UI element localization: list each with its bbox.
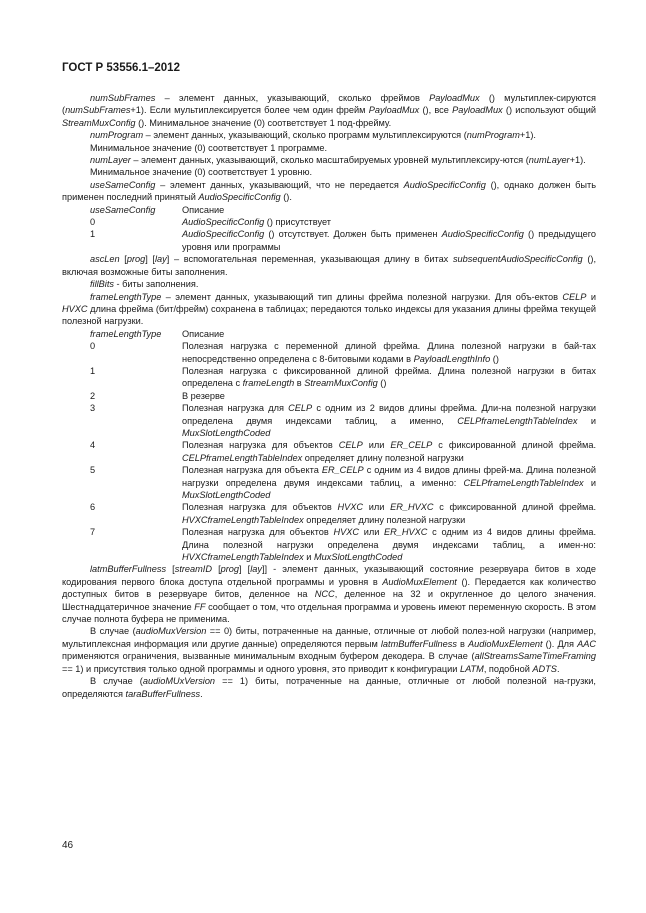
table-cell-description: Полезная нагрузка для объектов CELP или ER_CELP с фиксированной длиной фрейма. CELPframeLengthTableIndex определяет длину полезной нагрузки [182,440,597,463]
table-row [62,216,596,228]
table-row [62,526,596,563]
table-cell-description: Полезная нагрузка с фиксированной длиной фрейма. Длина полезной нагрузки в битах определена с frameLength в StreamMuxConfig () [182,365,596,389]
table-cell-key: 1 [90,229,96,240]
table-cell-key: 6 [90,502,96,513]
paragraph-asc-len: ascLen [prog] [lay] – вспомогательная переменная, указывающая длину в битах subsequentAudioSpecificConfig (), включая возможные биты заполнения. [62,254,596,277]
document-body [62,92,596,700]
table-cell-key: 4 [90,440,96,451]
frame-length-type-table [62,328,596,564]
paragraph-num-program: numProgram – элемент данных, указывающий, сколько программ мультиплексируются (numProgram+1). [90,130,536,141]
table-cell-description: В резерве [182,390,225,401]
paragraph-latm-buffer-fullness: latmBufferFullness [streamID [prog] [lay]] - элемент данных, указывающий состояние резервуара битов в ходе кодирования первого блока доступа отдельной программы и уровня в AudioMuxElement (). Передается как количество доступных битов в резервуаре битов, деленное на NCC, деленное на 32 и округленное до целого значения. Шестнадцатеричное значение FF сообщает о том, что отдельная программа и уровень имеют переменную скорость. В этом случае полнота буфера не применима. [62,564,597,625]
paragraph-use-same-config: useSameConfig – элемент данных, указывающий, что не передается AudioSpecificConfig (), однако должен быть применен последний принятый AudioSpecificConfig (). [62,179,596,203]
table-header [62,204,596,216]
table-row [62,464,596,501]
use-same-config-table [62,204,596,254]
paragraph-min-layer: Минимальное значение (0) соответствует 1 уровню. [90,167,313,178]
table-row [62,501,596,526]
paragraph-frame-length-type: frameLengthType – элемент данных, указывающий тип длины фрейма полезной нагрузки. Для объ-ектов CELP и HVXC длина фрейма (бит/фрейм) сохранена в таблицах; передаются только индексы для указания длины фрейма текущей полезной нагрузки. [62,291,596,327]
table-header [62,328,596,340]
table-cell-key: 2 [90,390,96,401]
paragraph-fill-bits: fillBits - биты заполнения. [90,279,199,290]
table-cell-description: Полезная нагрузка для объектов HVXC или ER_HVXC с одним из 4 видов длины фрейма. Длина полезной нагрузки определена двумя индексами таблиц, а имен-но: HVXCframeLengthTableIndex и MuxSlotLengthCoded [182,527,596,563]
paragraph-num-sub-frames: numSubFrames – элемент данных, указывающий, сколько фреймов PayloadMux () мультиплек-сируются (numSubFrames+1). Если мультиплексируется более чем один фрейм PayloadMux (), все PayloadMux () используют общий StreamMuxConfig (). Минимальное значение (0) соответствует 1 под-фрейму. [62,93,596,128]
table-row [62,439,596,464]
table-row [62,340,596,365]
paragraph-min-program: Минимальное значение (0) соответствует 1 программе. [90,142,328,153]
table-header-key: frameLengthType [90,328,162,339]
table-header-description: Описание [182,204,225,215]
paragraph-audio-mux-version-0: В случае (audioMuxVersion == 0) биты, потраченные на данные, отличные от любой полез-ной нагрузки (например, мультиплексная информация или другие данные) определяются первым latmBufferFullness в AudioMuxElement (). Для AAC применяются ограничения, вызванные минимальным входным буфером декодера. В случае (allStreamsSameTimeFraming == 1) и присутствия только одной программы и одного уровня, это приводит к конфигурации LATM, подобной ADTS. [62,626,597,674]
table-cell-key: 7 [90,527,96,538]
table-cell-key: 0 [90,217,96,228]
page-number: 46 [62,840,74,851]
table-cell-key: 1 [90,365,96,376]
table-row [62,390,596,402]
table-cell-description: AudioSpecificConfig () отсутствует. Должен быть применен AudioSpecificConfig () предыдущего уровня или программы [182,229,596,252]
document-header: ГОСТ Р 53556.1–2012 [62,62,180,74]
table-cell-description: Полезная нагрузка для объектов HVXC или ER_HVXC с фиксированной длиной фрейма. HVXCframeLengthTableIndex определяет длину полезной нагрузки [182,502,597,525]
table-cell-key: 5 [90,465,96,476]
table-row [62,228,596,253]
table-row [62,365,596,390]
table-cell-description: AudioSpecificConfig () присутствует [182,217,331,228]
table-cell-key: 0 [90,341,96,352]
table-header-description: Описание [182,328,225,339]
table-cell-description: Полезная нагрузка для объекта ER_CELP с одним из 4 видов длины фрей-ма. Длина полезной нагрузки определена двумя индексами таблиц, а именно: CELPframeLengthTableIndex и MuxSlotLengthCoded [182,465,596,500]
table-row [62,402,596,439]
table-cell-key: 3 [90,403,96,414]
table-cell-description: Полезная нагрузка для CELP с одним из 2 видов длины фрейма. Дли-на полезной нагрузки определена двумя индексами таблиц, а именно, CELPframeLengthTableIndex и MuxSlotLengthCoded [182,403,596,438]
table-header-key: useSameConfig [90,204,156,215]
table-cell-description: Полезная нагрузка с переменной длиной фрейма. Длина полезной нагрузки в бай-тах непосредственно определена с 8-битовыми кодами в PayloadLengthInfo () [182,341,596,364]
paragraph-num-layer: numLayer – элемент данных, указывающий, сколько масштабируемых уровней мультиплексиру-ются (numLayer+1). [90,155,586,166]
paragraph-audio-mux-version-1: В случае (audioMUxVersion == 1) биты, потраченные на данные, отличные от любой полезной на-грузки, определяются taraBufferFullness. [62,676,596,699]
